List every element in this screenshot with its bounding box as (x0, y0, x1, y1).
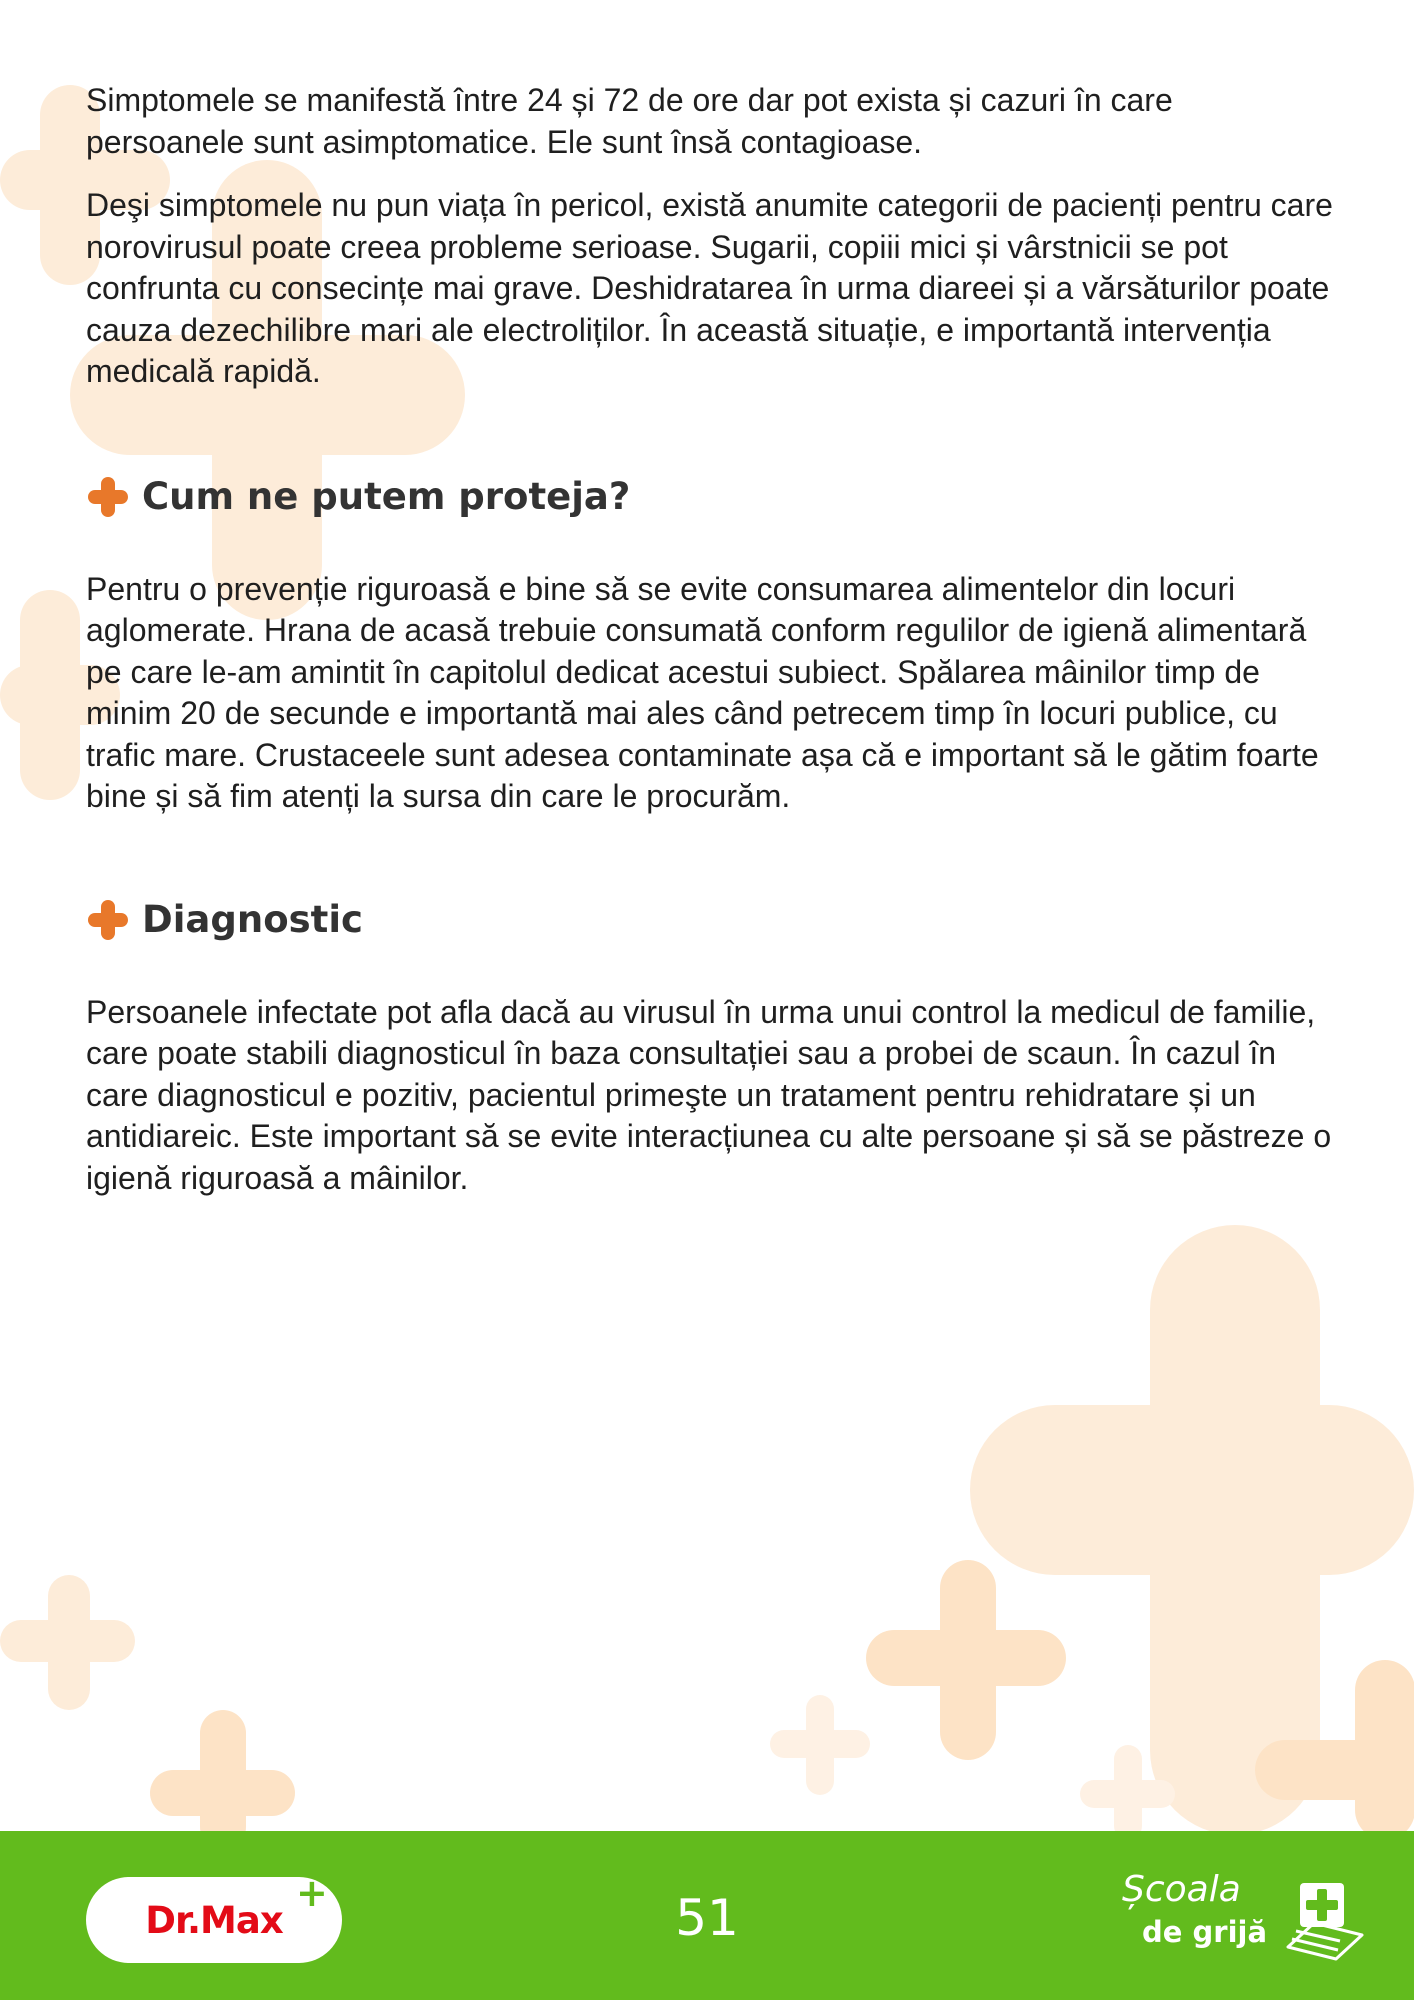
section-title-diagnostic: Diagnostic (142, 898, 363, 941)
page-number: 51 (675, 1889, 739, 1947)
section-heading-protection (86, 475, 1336, 519)
page-content (86, 80, 1336, 1199)
drmax-logo-text: Dr.Max (145, 1898, 283, 1942)
book-plus-icon (1278, 1877, 1368, 1967)
page-footer (0, 1831, 1414, 2000)
section-heading-diagnostic (86, 898, 1336, 942)
plus-icon (86, 898, 130, 942)
logo-plus-icon: + (296, 1871, 328, 1915)
protection-paragraph: Pentru o prevenție riguroasă e bine să se evite consumarea alimentelor din locuri aglomerate. Hrana de acasă trebuie consumată conform regulilor de igienă alimentară pe care le-am amintit în capitolul dedicat acestui subiect. Spălarea mâinilor timp de minim 20 de secunde e importantă mai ales când petrecem timp în locuri publice, cu trafic mare. Crustaceele sunt adesea contaminate așa că e important să le gătim foarte bine și să fim atenți la sursa din care le procurăm. (86, 570, 1319, 814)
brand-line-2: de grijă (1142, 1915, 1268, 1949)
section-title-protection: Cum ne putem proteja? (142, 475, 631, 518)
intro-paragraph-2: Deşi simptomele nu pun viața în pericol, există anumite categorii de pacienți pentru care norovirusul poate creea probleme serioase. Sugarii, copiii mici și vârstnicii se pot confrunta cu consecințe mai grave. Deshidratarea în urma diareei și a vărsăturilor poate cauza dezechilibre mari ale electroliților. În această situație, e importantă intervenția medicală rapidă. (86, 187, 1333, 389)
diagnostic-paragraph: Persoanele infectate pot afla dacă au virusul în urma unui control la medicul de familie, care poate stabili diagnosticul în baza consultației sau a probei de scaun. În cazul în care diagnosticul e pozitiv, pacientul primeşte un tratament pentru rehidratare și un antidiareic. Este important să se evite interacțiunea cu alte persoane și să se păstreze o igienă riguroasă a mâinilor. (86, 993, 1332, 1196)
brand-line-1: Școala (1122, 1869, 1241, 1910)
intro-paragraph-1: Simptomele se manifestă între 24 și 72 de ore dar pot exista și cazuri în care persoanele sunt asimptomatice. Ele sunt însă contagioase. (86, 82, 1173, 160)
plus-icon (86, 475, 130, 519)
scoala-de-grija-logo (1118, 1869, 1368, 1979)
